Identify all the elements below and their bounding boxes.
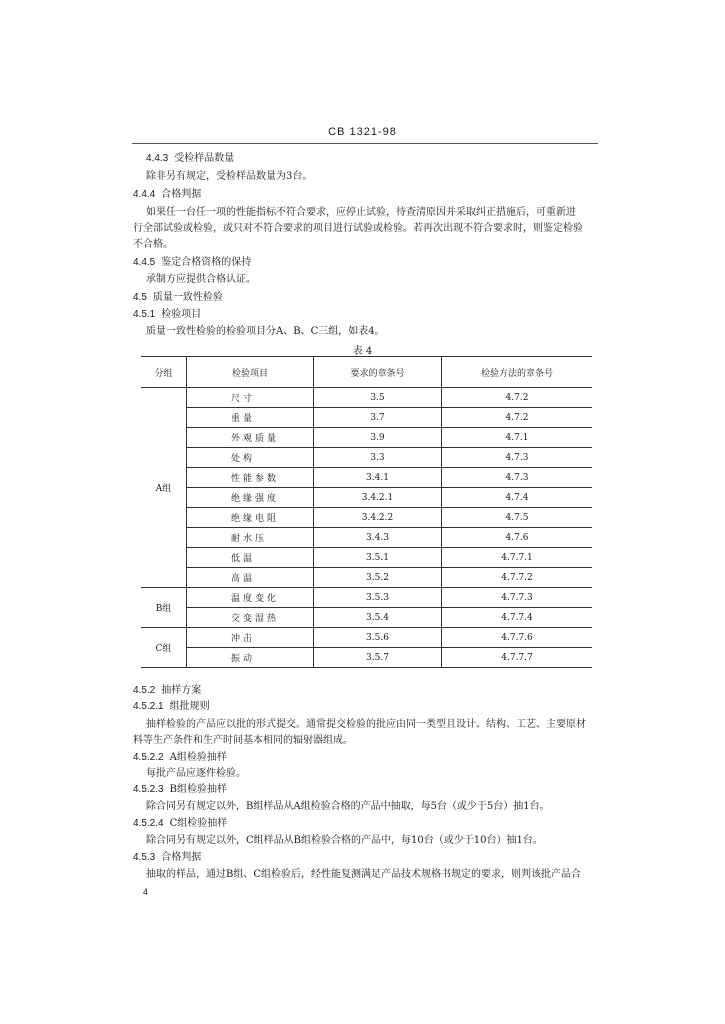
table-row [141, 628, 592, 648]
req-cell: 3.5.3 [314, 588, 442, 608]
req-cell: 3.3 [314, 448, 442, 468]
table-row [141, 588, 592, 608]
item-cell: 高温 [187, 568, 314, 588]
req-cell: 3.5.6 [314, 628, 442, 648]
section-4-4-4: 4.4.4 合格判据 [133, 189, 202, 200]
table-row [141, 568, 592, 588]
table-row [141, 648, 592, 668]
item-cell: 尺寸 [187, 388, 314, 408]
table-row [141, 528, 592, 548]
method-cell: 4.7.2 [442, 388, 593, 408]
page-header: CB 1321-98 [328, 126, 397, 138]
section-4-5-1: 4.5.1 检验项目 [133, 309, 202, 320]
item-cell: 耐水压 [187, 528, 314, 548]
req-cell: 3.4.2.1 [314, 488, 442, 508]
paragraph: 除非另有规定，受检样品数量为3台。 [146, 171, 313, 182]
paragraph: 除合同另有规定以外，C组样品从B组检验合格的产品中，每10台（或少于10台）抽1台。 [146, 835, 543, 846]
group-cell: C组 [141, 628, 187, 668]
paragraph: 如果任一台任一项的性能指标不符合要求，应停止试验，待查清原因并采取纠正措施后，可重新进 [146, 207, 576, 218]
table-row [141, 448, 592, 468]
page-number: 4 [143, 887, 149, 897]
method-cell: 4.7.1 [442, 428, 593, 448]
section-4-4-3: 4.4.3 受检样品数量 [146, 153, 235, 164]
item-cell: 振动 [187, 648, 314, 668]
table-row [141, 468, 592, 488]
table-row [141, 408, 592, 428]
item-cell: 性能参数 [187, 468, 314, 488]
item-cell: 重量 [187, 408, 314, 428]
req-cell: 3.4.2.2 [314, 508, 442, 528]
item-cell: 冲击 [187, 628, 314, 648]
req-cell: 3.5.2 [314, 568, 442, 588]
section-4-5-2: 4.5.2 抽样方案 [133, 685, 202, 696]
section-4-5-3: 4.5.3 合格判据 [133, 852, 202, 863]
paragraph: 每批产品应逐件检验。 [146, 768, 246, 779]
method-cell: 4.7.7.3 [442, 588, 593, 608]
item-cell: 低温 [187, 548, 314, 568]
method-cell: 4.7.2 [442, 408, 593, 428]
col-header-req-clause: 要求的章条号 [314, 357, 442, 388]
col-header-group: 分组 [141, 357, 187, 388]
paragraph: 料等生产条件和生产时间基本相同的辐射器组成。 [133, 735, 353, 746]
method-cell: 4.7.6 [442, 528, 593, 548]
section-4-5: 4.5 质量一致性检验 [133, 292, 223, 303]
section-4-5-2-1: 4.5.2.1 组批规则 [133, 701, 210, 712]
table-row [141, 508, 592, 528]
section-4-5-2-4: 4.5.2.4 C组检验抽样 [133, 818, 228, 829]
item-cell: 外观质量 [187, 428, 314, 448]
req-cell: 3.5.7 [314, 648, 442, 668]
item-cell: 绝缘电阻 [187, 508, 314, 528]
method-cell: 4.7.3 [442, 468, 593, 488]
table-row [141, 428, 592, 448]
table-row [141, 608, 592, 628]
inspection-table [141, 356, 592, 668]
method-cell: 4.7.7.4 [442, 608, 593, 628]
section-4-5-2-3: 4.5.2.3 B组检验抽样 [133, 784, 227, 795]
req-cell: 3.4.3 [314, 528, 442, 548]
paragraph: 质量一致性检验的检验项目分A、B、C三组，如表4。 [146, 326, 385, 337]
table-row [141, 488, 592, 508]
col-header-method-clause: 检验方法的章条号 [442, 357, 593, 388]
method-cell: 4.7.7.1 [442, 548, 593, 568]
table-caption: 表 4 [352, 346, 373, 357]
table-header-row [141, 357, 592, 388]
item-cell: 温度变化 [187, 588, 314, 608]
req-cell: 3.5.1 [314, 548, 442, 568]
method-cell: 4.7.3 [442, 448, 593, 468]
method-cell: 4.7.7.2 [442, 568, 593, 588]
req-cell: 3.7 [314, 408, 442, 428]
paragraph: 抽样检验的产品应以批的形式提交。通常提交检验的批应由同一类型且设计、结构、工艺、主要原材 [146, 719, 586, 730]
method-cell: 4.7.7.7 [442, 648, 593, 668]
paragraph: 不合格。 [133, 239, 173, 250]
method-cell: 4.7.5 [442, 508, 593, 528]
req-cell: 3.5 [314, 388, 442, 408]
item-cell: 绝缘强度 [187, 488, 314, 508]
section-4-5-2-2: 4.5.2.2 A组检验抽样 [133, 752, 227, 763]
req-cell: 3.4.1 [314, 468, 442, 488]
paragraph: 行全部试验或检验，或只对不符合要求的项目进行试验或检验。若再次出现不符合要求时，则鉴定检验 [133, 223, 583, 234]
paragraph: 抽取的样品，通过B组、C组检验后，经性能复测满足产品技术规格书规定的要求，则判该批产品合 [146, 869, 581, 880]
table-row [141, 548, 592, 568]
req-cell: 3.9 [314, 428, 442, 448]
method-cell: 4.7.4 [442, 488, 593, 508]
paragraph: 除合同另有规定以外，B组样品从A组检验合格的产品中抽取，每5台（或少于5台）抽1台。 [146, 801, 550, 812]
group-cell: B组 [141, 588, 187, 628]
table-row [141, 388, 592, 408]
header-rule [132, 143, 598, 144]
item-cell: 处构 [187, 448, 314, 468]
paragraph: 承制方应提供合格认证。 [146, 274, 256, 285]
group-cell: A组 [141, 388, 187, 588]
col-header-item: 检验项目 [187, 357, 314, 388]
item-cell: 交变湿热 [187, 608, 314, 628]
method-cell: 4.7.7.6 [442, 628, 593, 648]
section-4-4-5: 4.4.5 鉴定合格资格的保持 [133, 257, 252, 268]
req-cell: 3.5.4 [314, 608, 442, 628]
